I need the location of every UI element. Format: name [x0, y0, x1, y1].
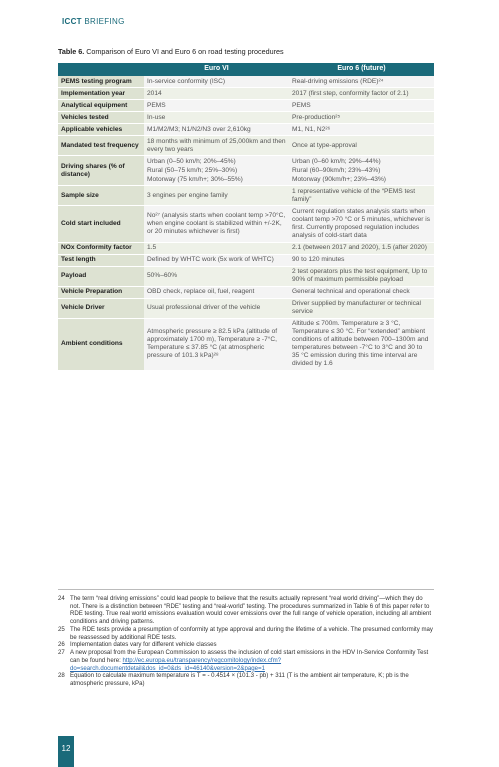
cell-text: 50%–60% — [147, 272, 178, 280]
cell-text: Motorway (90km/h+; 23%–43%) — [292, 175, 387, 183]
cell-text: In-use — [147, 113, 166, 121]
row-label: Vehicle Driver — [58, 298, 144, 318]
euro-6-cell — [289, 286, 434, 298]
euro-6-cell — [289, 100, 434, 112]
row-label: Driving shares (% of distance) — [58, 156, 144, 186]
table-row — [58, 318, 434, 370]
footnote-text-container — [70, 649, 434, 672]
footnote — [58, 626, 434, 641]
cell-text: General technical and operational check — [292, 288, 410, 296]
row-label: PEMS testing program — [58, 76, 144, 88]
euro-6-cell — [289, 298, 434, 318]
euro-vi-cell — [144, 254, 289, 266]
cell-text: 1 representative vehicle of the “PEMS test family” — [292, 187, 416, 203]
euro-vi-cell — [144, 136, 289, 156]
row-label: Test length — [58, 254, 144, 266]
footnote-number: 26 — [58, 641, 65, 649]
table-row — [58, 186, 434, 206]
cell-text: 2.1 (between 2017 and 2020), 1.5 (after 2020) — [292, 244, 427, 251]
table-row — [58, 156, 434, 186]
cell-text: Motorway (75 km/h+; 30%–55%) — [147, 175, 243, 183]
cell-text: Driver supplied by manufacturer or technical service — [292, 300, 422, 316]
row-label: Analytical equipment — [58, 100, 144, 112]
row-label: Vehicle Preparation — [58, 286, 144, 298]
footnote-text: The term “real driving emissions” could lead people to believe that the results actually represent “real world driving”—which they do not. There is a distinction between “RDE” testing and “real-world” testing. The procedures summarized in Table 6 of this paper refer to RDE testing. True real world emissions evaluation would cover emissions over the full range of vehicle operation, including all ambient conditions and driving patterns. — [70, 595, 432, 626]
cell-text: Urban (0–50 km/h; 20%–45%) — [147, 157, 236, 165]
cell-text: OBD check, replace oil, fuel, reagent — [147, 288, 255, 296]
euro-vi-cell — [144, 242, 289, 254]
footnote-link[interactable]: http://ec.europa.eu/transparency/regcomitology/index.cfm?do=search.documentdetail&dos_id=0&ds_id=46140&version=2&page=1 — [70, 656, 282, 672]
report-type: BRIEFING — [84, 17, 125, 26]
euro-vi-cell — [144, 76, 289, 88]
row-label: Applicable vehicles — [58, 124, 144, 136]
page-number: 12 — [61, 744, 71, 753]
row-label: Sample size — [58, 186, 144, 206]
footnote-number: 28 — [58, 672, 65, 680]
footnote-number: 25 — [58, 625, 65, 633]
page-number-tab — [58, 736, 74, 767]
cell-text: In-service conformity (ISC) — [147, 77, 226, 85]
table-row — [58, 100, 434, 112]
brand-name: ICCT — [62, 17, 82, 26]
table-row — [58, 88, 434, 100]
cell-text: Real-driving emissions (RDE)²⁴ — [292, 77, 384, 85]
cell-text: Urban (0–60 km/h; 29%–44%) — [292, 157, 381, 165]
euro-6-cell — [289, 88, 434, 100]
table-caption-text: Comparison of Euro VI and Euro 6 on road testing procedures — [86, 47, 284, 56]
table-row — [58, 112, 434, 124]
cell-text: Rural (60–90km/h; 23%–43%) — [292, 166, 381, 174]
euro-6-cell — [289, 136, 434, 156]
euro-6-cell — [289, 206, 434, 242]
euro-6-cell — [289, 112, 434, 124]
euro-vi-cell — [144, 298, 289, 318]
euro-vi-cell — [144, 318, 289, 370]
table-row — [58, 254, 434, 266]
report-header — [62, 17, 125, 26]
cell-text: Rural (50–75 km/h; 25%–30%) — [147, 166, 238, 174]
cell-text: 2017 (first step, conformity factor of 2.1) — [292, 89, 409, 97]
row-label: Cold start included — [58, 206, 144, 242]
cell-text: Pre-production²⁵ — [292, 113, 341, 121]
comparison-table — [58, 63, 434, 371]
table-row — [58, 298, 434, 318]
euro-vi-cell — [144, 266, 289, 286]
footnote — [58, 672, 434, 687]
footnote-text: The RDE tests provide a presumption of conformity at type approval and during the lifetime of a vehicle. The presumed conformity may be reassessed by additional RDE tests. — [70, 625, 433, 641]
table-row — [58, 286, 434, 298]
footnote-text-container — [70, 595, 434, 626]
cell-text: 90 to 120 minutes — [292, 256, 345, 264]
footnote-text: Implementation dates vary for different vehicle classes — [70, 641, 217, 649]
euro-6-cell — [289, 76, 434, 88]
footnote-text-container — [70, 672, 434, 687]
euro-vi-cell — [144, 286, 289, 298]
cell-text: PEMS — [147, 101, 166, 109]
cell-text: 18 months with minimum of 25,000km and then every two years — [147, 137, 286, 153]
table-row — [58, 266, 434, 286]
table-caption-label: Table 6. — [58, 47, 85, 56]
row-label: Implementation year — [58, 88, 144, 100]
euro-vi-cell — [144, 206, 289, 242]
cell-text: 2014 — [147, 89, 162, 97]
footnote — [58, 649, 434, 672]
header-euro-6: Euro 6 (future) — [289, 63, 434, 76]
euro-vi-cell — [144, 100, 289, 112]
row-label: Ambient conditions — [58, 318, 144, 370]
cell-text: M1/M2/M3; N1/N2/N3 over 2,610kg — [147, 125, 251, 133]
footnote-divider — [58, 589, 434, 590]
euro-vi-cell — [144, 112, 289, 124]
row-label: Vehicles tested — [58, 112, 144, 124]
table-header-row — [58, 63, 434, 76]
row-label: Payload — [58, 266, 144, 286]
euro-vi-cell — [144, 88, 289, 100]
cell-text: 2 test operators plus the test equipment, Up to 90% of maximum permissible payload — [292, 268, 428, 284]
euro-6-cell — [289, 242, 434, 254]
header-euro-vi: Euro VI — [144, 63, 289, 76]
footnotes — [58, 595, 434, 688]
euro-vi-cell — [144, 156, 289, 186]
euro-6-cell — [289, 124, 434, 136]
row-label: Mandated test frequency — [58, 136, 144, 156]
cell-text: 3 engines per engine family — [147, 191, 228, 199]
euro-6-cell — [289, 266, 434, 286]
cell-text: Altitude ≤ 700m. Temperature ≥ 3 °C, Temperature ≤ 30 °C. For “extended” ambient conditions of altitude between 700–1300m and temperatures between -7°C to 3°C and 30 to 35 °C emission during this time interval are divided by 1.6 — [292, 320, 429, 368]
table-row — [58, 136, 434, 156]
euro-6-cell — [289, 254, 434, 266]
euro-vi-cell — [144, 124, 289, 136]
table-caption — [58, 47, 284, 56]
cell-text: Atmospheric pressure ≥ 82.5 kPa (altitude of approximately 1700 m), Temperature ≥ -7°C, Temperature ≤ 37.85 °C (at atmospheric pressure of 101.3 kPa)²⁸ — [147, 328, 278, 360]
cell-text: Defined by WHTC work (5x work of WHTC) — [147, 256, 274, 264]
table-row — [58, 76, 434, 88]
cell-text: Usual professional driver of the vehicle — [147, 304, 261, 312]
cell-text: M1, N1, N2²⁶ — [292, 125, 331, 133]
footnote-text: A new proposal from the European Commission to assess the inclusion of cold start emissions in the HDV In-Service Conformity Test can be found here: — [70, 649, 429, 664]
table-row — [58, 242, 434, 254]
euro-6-cell — [289, 186, 434, 206]
footnote-number: 24 — [58, 595, 65, 602]
footnote — [58, 641, 434, 649]
footnote-number: 27 — [58, 649, 65, 657]
cell-text: Current regulation states analysis starts when coolant temp >70 °C or 5 minutes, whichever is first. Currently proposed regulation includes analysis of cold-start data — [292, 207, 431, 239]
cell-text: PEMS — [292, 101, 311, 109]
cell-text: Once at type-approval — [292, 141, 357, 149]
euro-vi-cell — [144, 186, 289, 206]
cell-text: No²⁷ (analysis starts when coolant temp >70°C, when engine coolant is stabilized within +/-2K, or 20 minutes whichever is first) — [147, 211, 286, 235]
euro-6-cell — [289, 318, 434, 370]
footnote-text-container — [70, 641, 434, 649]
table-row — [58, 124, 434, 136]
cell-text: 1.5 — [147, 244, 157, 251]
header-blank — [58, 63, 144, 76]
footnote-text-container — [70, 626, 434, 641]
footnote-text: Equation to calculate maximum temperature is T = - 0.4514 × (101.3 - pb) + 311 (T is the ambient air temperature, K; pb is the atmospheric pressure, kPa) — [70, 672, 409, 688]
row-label: NOx Conformity factor — [58, 242, 144, 254]
table-row — [58, 206, 434, 242]
euro-6-cell — [289, 156, 434, 186]
footnote — [58, 595, 434, 626]
